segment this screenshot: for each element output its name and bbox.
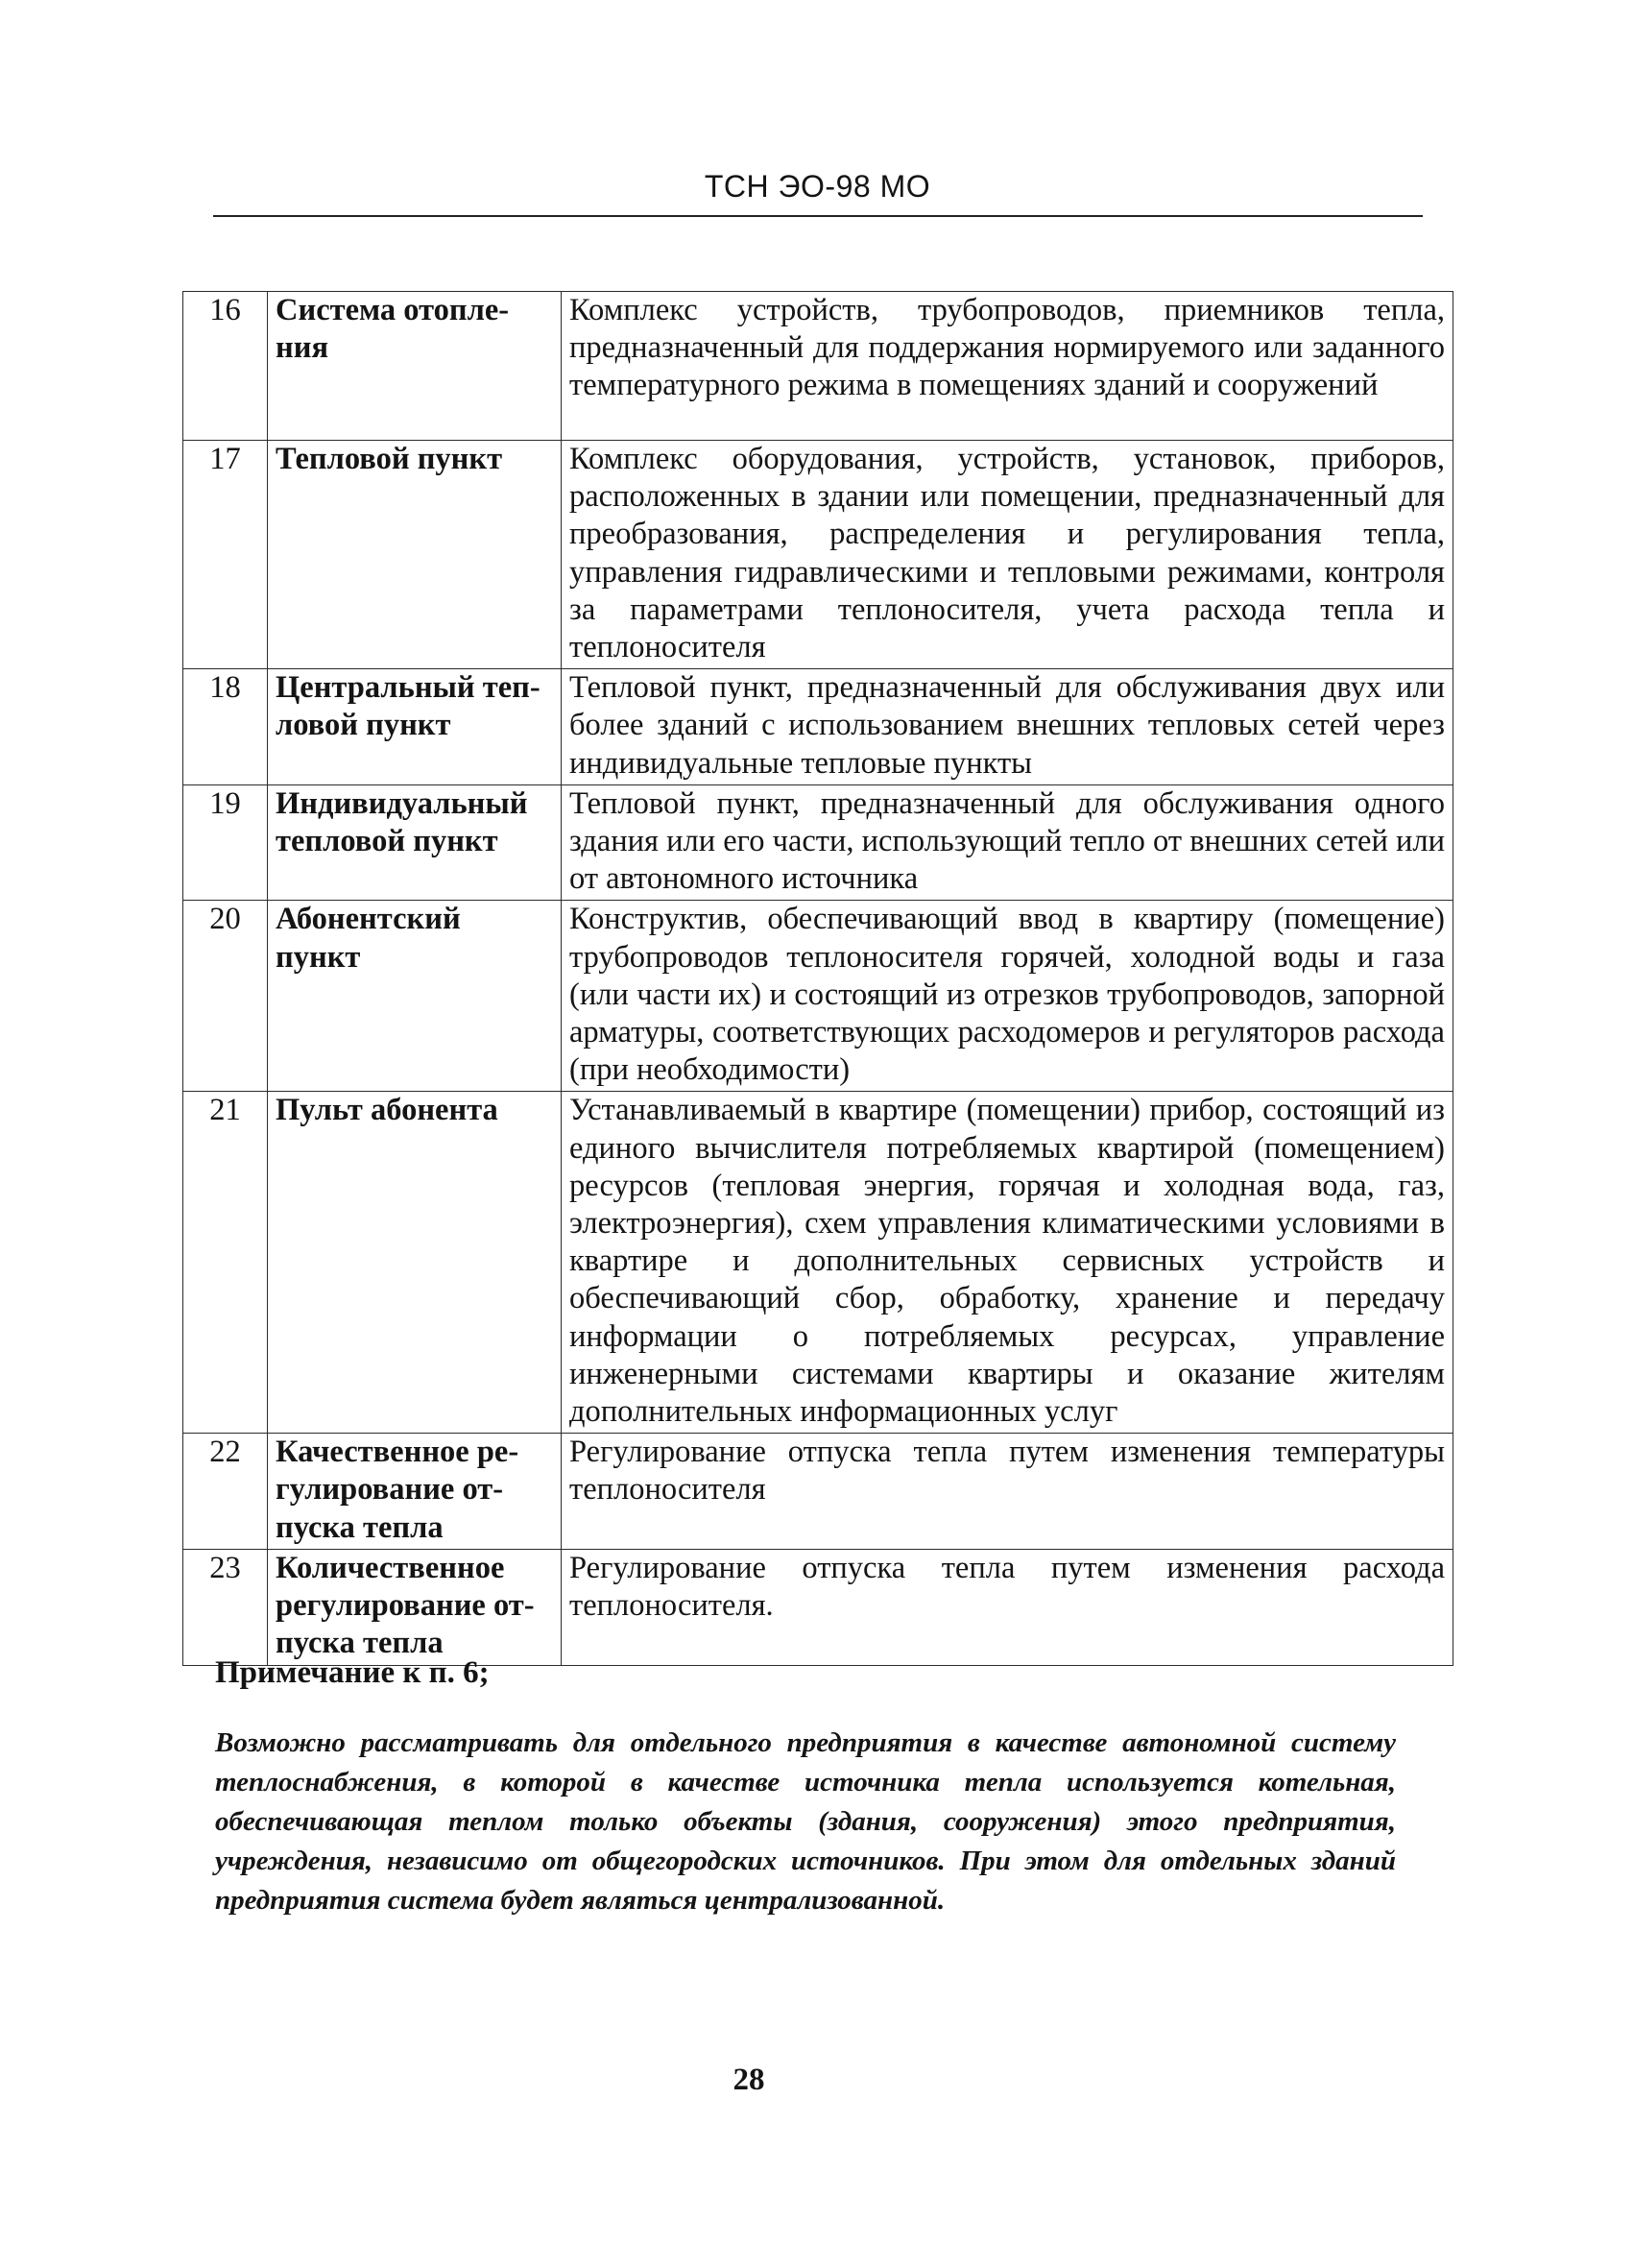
term-number: 17 xyxy=(183,441,268,669)
term-number: 19 xyxy=(183,784,268,901)
term-name: Система отопле-ния xyxy=(268,292,562,441)
term-definition: Устанавливаемый в квартире (помещении) прибор, состоящий из единого вычислителя потребляемых квартирой (помещением) ресурсов (тепловая энергия, горячая и холодная вода, газ, электроэнергия), схем управления климатическими условиями в квартире и дополнительных сервисных устройств и обеспечивающий сбор, обработку, хранение и передачу информации о потребляемых ресурсах, управление инженерными системами квартиры и оказание жителям дополнительных информационных услуг xyxy=(562,1092,1453,1434)
term-number: 23 xyxy=(183,1549,268,1665)
table-row xyxy=(183,669,1453,785)
term-definition: Комплекс устройств, трубопроводов, приемников тепла, предназначенный для поддержания нормируемого или заданного температурного режима в помещениях зданий и сооружений xyxy=(562,292,1453,441)
term-definition: Комплекс оборудования, устройств, установок, приборов, расположенных в здании или помещении, предназначенный для преобразования, распределения и регулирования тепла, управления гидравлическими и тепловыми режимами, контроля за параметрами теплоносителя, учета расхода тепла и теплоносителя xyxy=(562,441,1453,669)
term-definition: Тепловой пункт, предназначенный для обслуживания двух или более зданий с использованием внешних тепловых сетей через индивидуальные тепловые пункты xyxy=(562,669,1453,785)
term-number: 20 xyxy=(183,901,268,1092)
table-row xyxy=(183,1549,1453,1665)
term-definition: Регулирование отпуска тепла путем изменения температуры теплоносителя xyxy=(562,1434,1453,1550)
term-name: Центральный теп-ловой пункт xyxy=(268,669,562,785)
table-row xyxy=(183,784,1453,901)
term-number: 21 xyxy=(183,1092,268,1434)
header-divider xyxy=(213,215,1423,217)
term-name: Количественное регулирование от-пуска тепла xyxy=(268,1549,562,1665)
term-number: 16 xyxy=(183,292,268,441)
document-code-header: ТСН ЭО-98 МО xyxy=(704,169,931,204)
table-row xyxy=(183,1434,1453,1550)
term-definition: Конструктив, обеспечивающий ввод в квартиру (помещение) трубопроводов теплоносителя горячей, холодной воды и газа (или части их) и состоящий из отрезков трубопроводов, запорной арматуры, соответствующих расходомеров и регуляторов расхода (при необходимости) xyxy=(562,901,1453,1092)
term-name: Пульт абонента xyxy=(268,1092,562,1434)
page-number: 28 xyxy=(732,2063,765,2097)
table-row xyxy=(183,901,1453,1092)
note-title: Примечание к п. 6; xyxy=(215,1655,490,1690)
term-number: 18 xyxy=(183,669,268,785)
term-name: Тепловой пункт xyxy=(268,441,562,669)
note-paragraph: Возможно рассматривать для отдельного предприятия в качестве автономной систему теплоснабжения, в которой в качестве источника тепла используется котельная, обеспечивающая теплом только объекты (здания, сооружения) этого предприятия, учреждения, независимо от общегородских источников. При этом для отдельных зданий предприятия система будет являться централизованной. xyxy=(215,1727,1396,1916)
terms-table-body xyxy=(183,292,1453,1666)
term-definition: Тепловой пункт, предназначенный для обслуживания одного здания или его части, использующий тепло от внешних сетей или от автономного источника xyxy=(562,784,1453,901)
term-definition: Регулирование отпуска тепла путем изменения расхода теплоносителя. xyxy=(562,1549,1453,1665)
table-row xyxy=(183,441,1453,669)
table-row xyxy=(183,1092,1453,1434)
term-name: Индивидуальный тепловой пункт xyxy=(268,784,562,901)
term-name: Качественное ре-гулирование от-пуска тепла xyxy=(268,1434,562,1550)
terms-table xyxy=(182,291,1453,1666)
table-row xyxy=(183,292,1453,441)
term-name: Абонентский пункт xyxy=(268,901,562,1092)
term-number: 22 xyxy=(183,1434,268,1550)
